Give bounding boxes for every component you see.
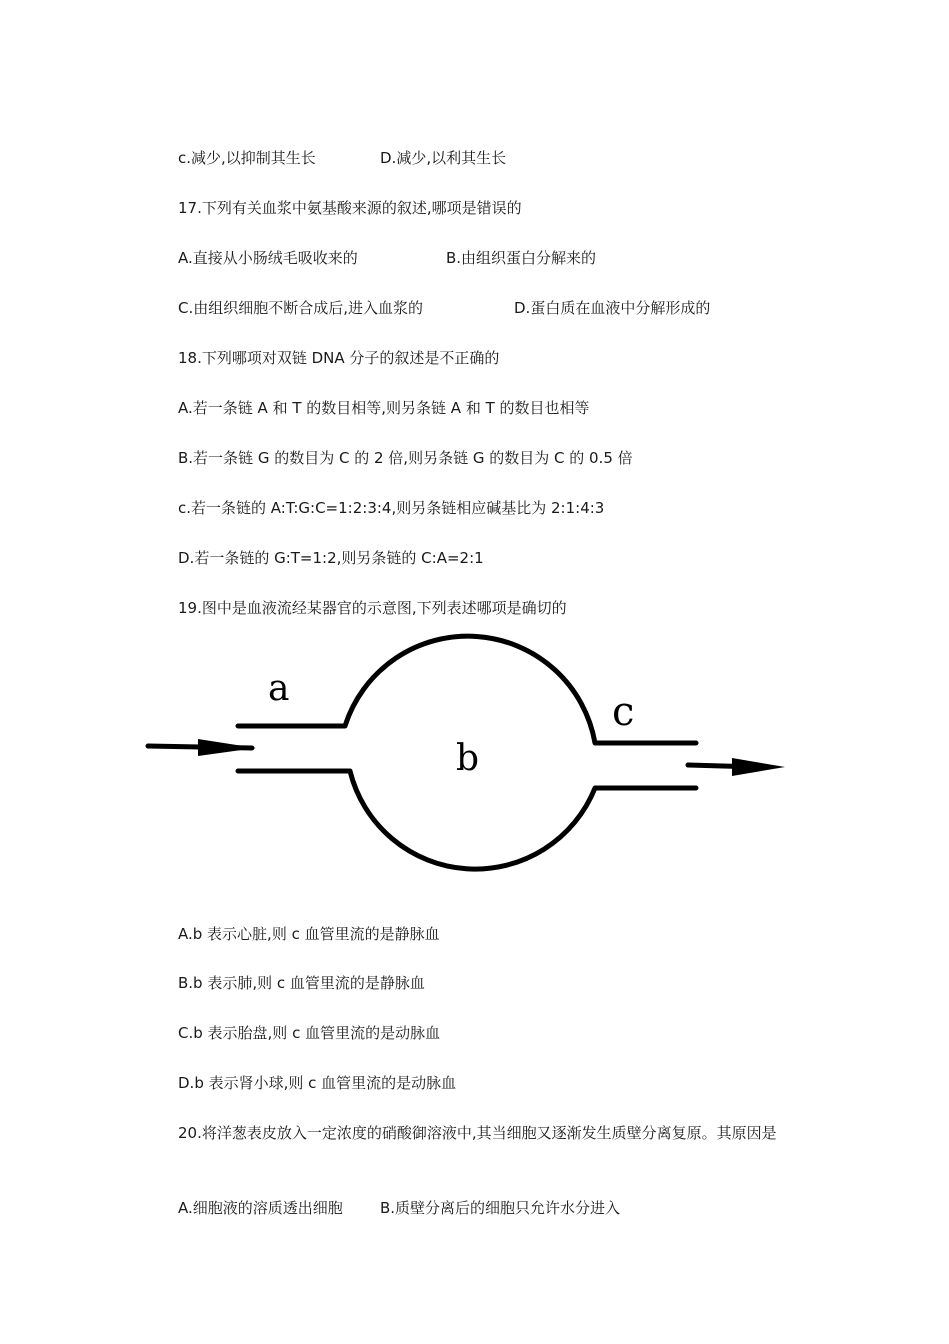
q19-stem: 19.图中是血液流经某器官的示意图,下列表述哪项是确切的	[178, 599, 567, 617]
q18-option-b: B.若一条链 G 的数目为 C 的 2 倍,则另条链 G 的数目为 C 的 0.5 倍	[178, 449, 633, 467]
q17-option-a: A.直接从小肠绒毛吸收来的	[178, 249, 358, 267]
q18-option-a: A.若一条链 A 和 T 的数目相等,则另条链 A 和 T 的数目也相等	[178, 399, 590, 417]
q17-options-row-1	[178, 248, 597, 268]
q19-option-d: D.b 表示肾小球,则 c 血管里流的是动脉血	[178, 1074, 457, 1092]
outflow-arrow-head	[732, 758, 785, 776]
q16-option-d: D.减少,以利其生长	[380, 149, 507, 167]
q19-option-a: A.b 表示心脏,则 c 血管里流的是静脉血	[178, 925, 440, 943]
q17-option-b: B.由组织蛋白分解来的	[446, 249, 597, 267]
q17-option-c: C.由组织细胞不断合成后,进入血浆的	[178, 299, 424, 317]
q20-stem: 20.将洋葱表皮放入一定浓度的硝酸御溶液中,其当细胞又逐渐发生质壁分离复原。其原因是	[178, 1124, 777, 1142]
blood-flow-diagram	[140, 625, 800, 890]
q18-stem: 18.下列哪项对双链 DNA 分子的叙述是不正确的	[178, 349, 500, 367]
q19-option-b: B.b 表示肺,则 c 血管里流的是静脉血	[178, 974, 425, 992]
inflow-arrow-head	[198, 739, 256, 756]
q19-option-c: C.b 表示胎盘,则 c 血管里流的是动脉血	[178, 1024, 441, 1042]
organ-lower-wall	[238, 771, 696, 869]
vessel-label-c: c	[612, 689, 635, 735]
q16-options-row	[178, 148, 507, 168]
q18-option-c: c.若一条链的 A:T:G:C=1:2:3:4,则另条链相应碱基比为 2:1:4:3	[178, 499, 605, 517]
q17-options-row-2	[178, 298, 711, 318]
q20-option-a: A.细胞液的溶质透出细胞	[178, 1199, 343, 1217]
organ-label-b: b	[456, 738, 480, 779]
q20-option-b: B.质壁分离后的细胞只允许水分进入	[380, 1199, 621, 1217]
q17-option-d: D.蛋白质在血液中分解形成的	[514, 299, 711, 317]
q17-stem: 17.下列有关血浆中氨基酸来源的叙述,哪项是错误的	[178, 199, 522, 217]
q20-options-row	[178, 1198, 621, 1218]
vessel-label-a: a	[268, 668, 290, 709]
q16-option-c: c.减少,以抑制其生长	[178, 149, 316, 167]
q18-option-d: D.若一条链的 G:T=1:2,则另条链的 C:A=2:1	[178, 549, 484, 567]
